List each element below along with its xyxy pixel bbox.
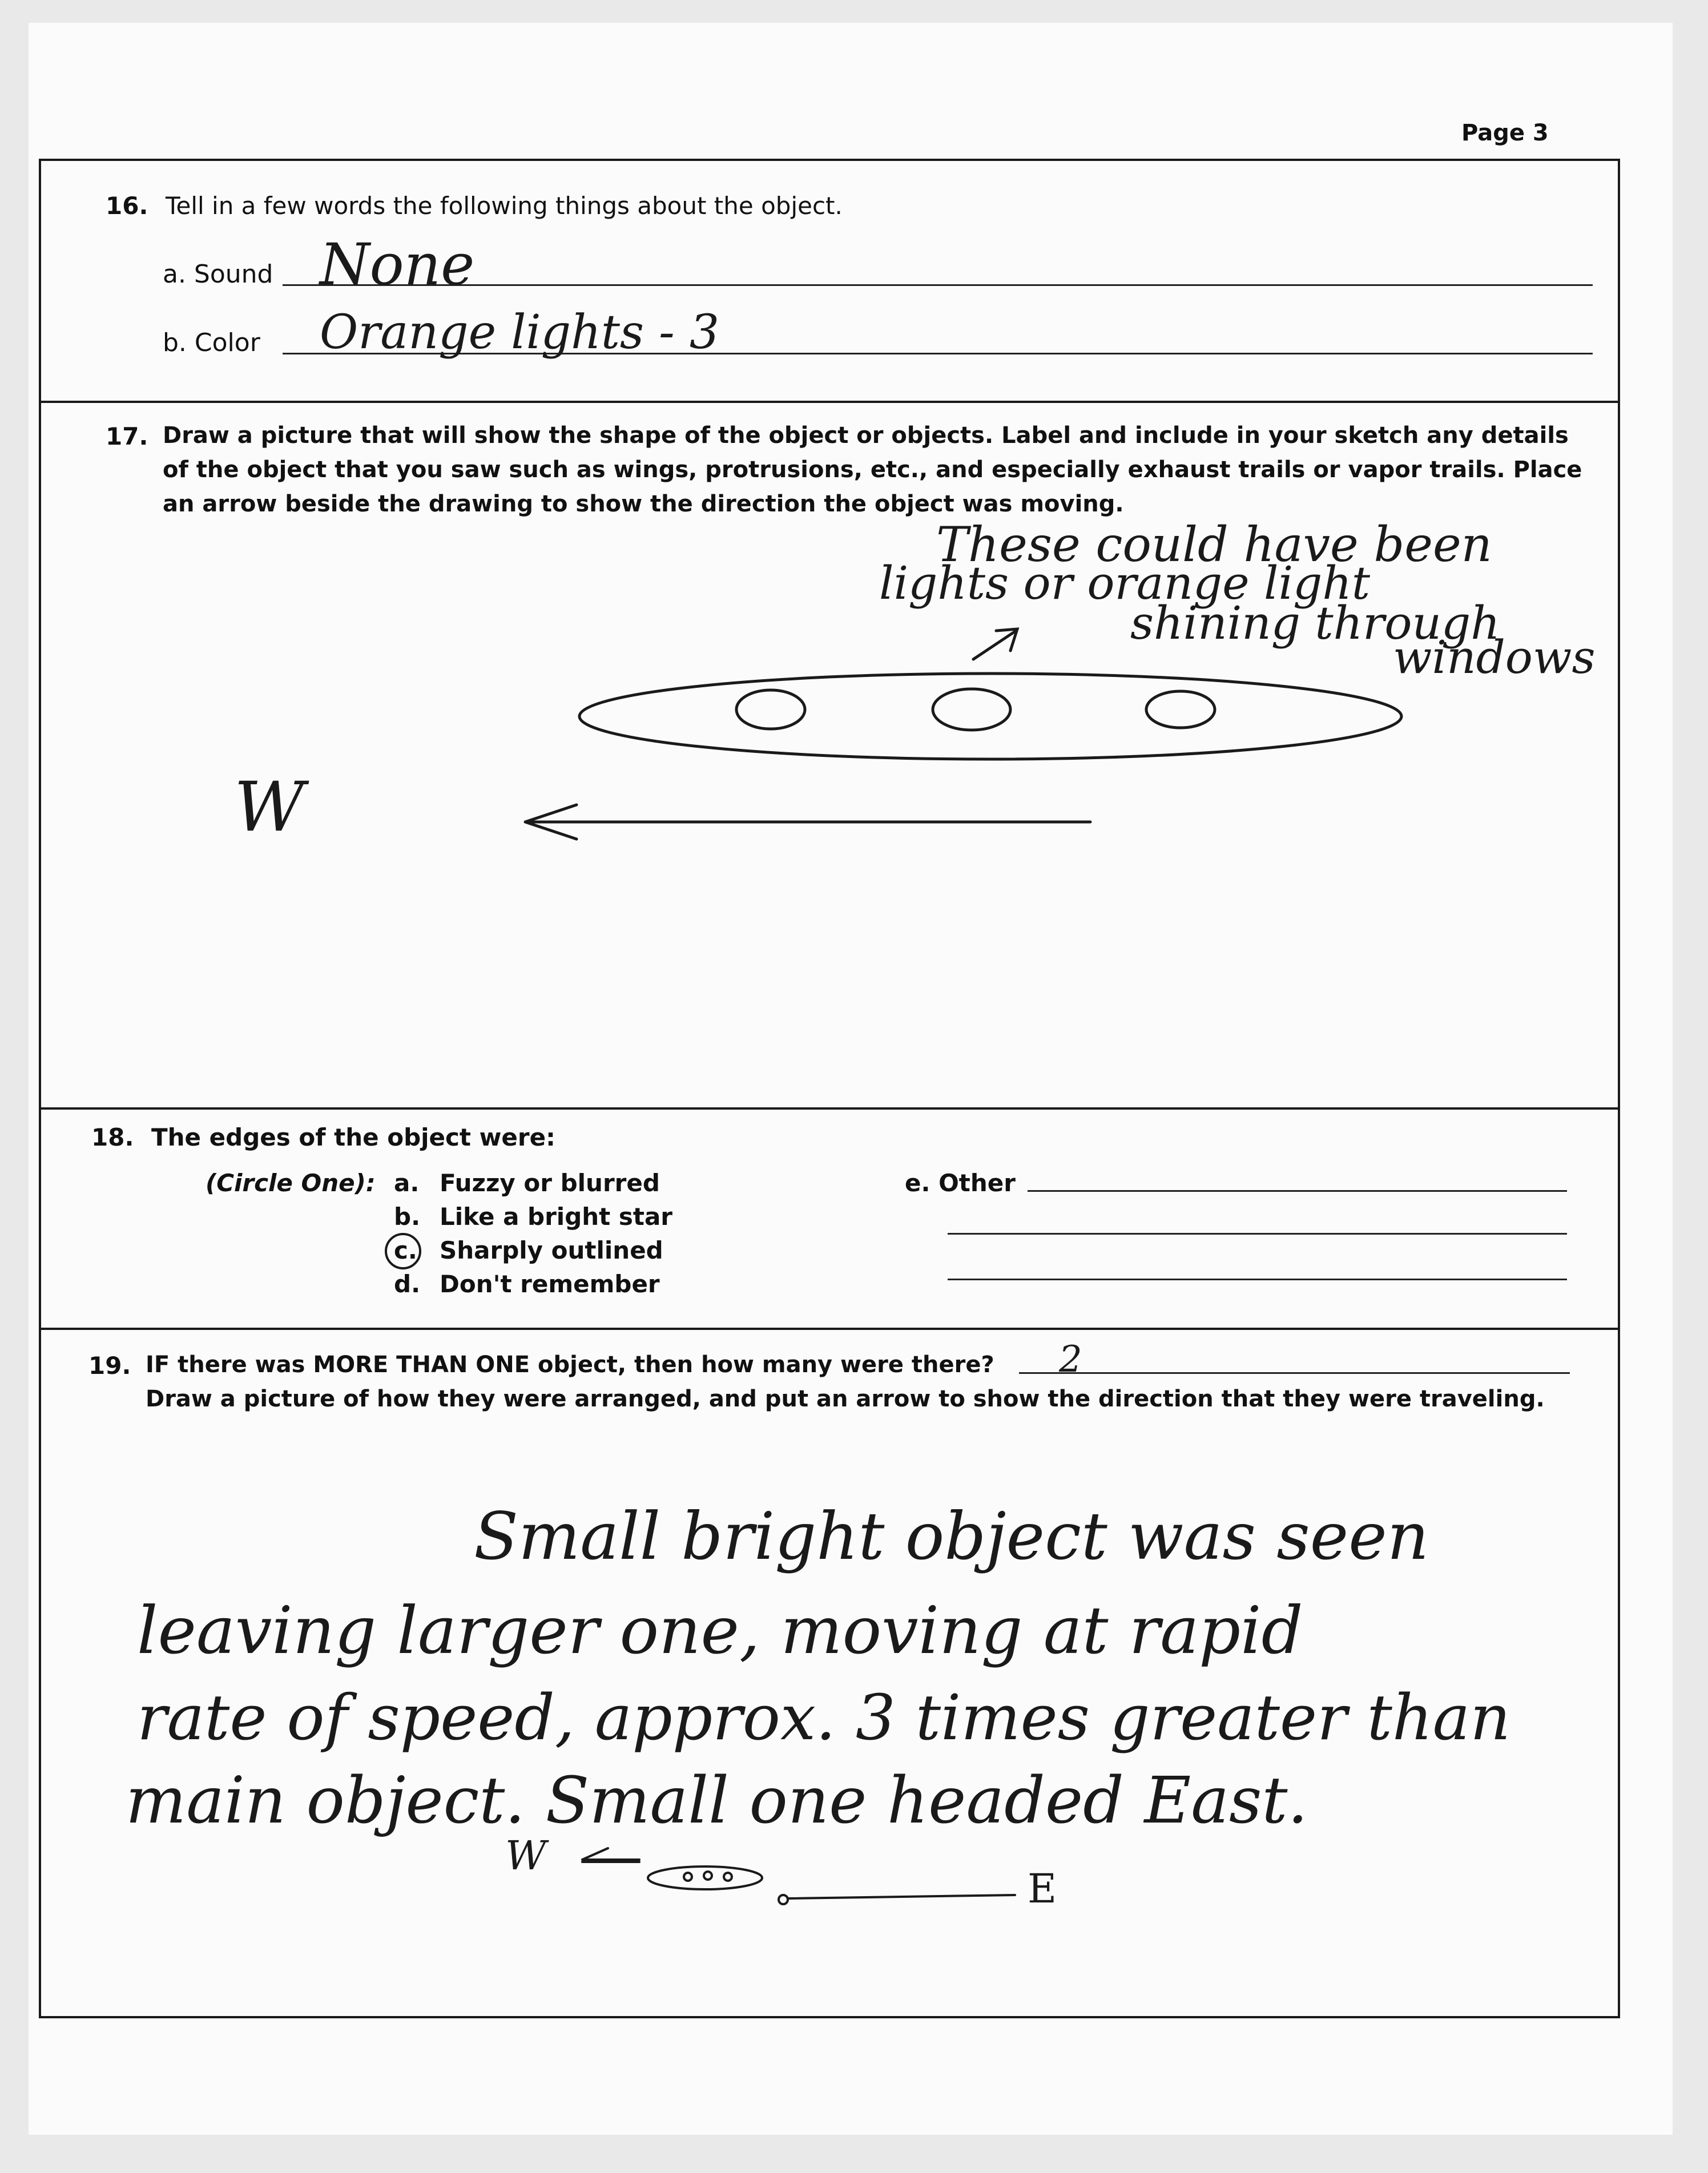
q17-prompt-line2: of the object that you saw such as wings, protrusions, etc., and especially exhaust trails or vapor trails. Place <box>163 457 1582 483</box>
q19-answer-line4[interactable]: main object. Small one headed East. <box>126 1764 1308 1838</box>
q18-option-c-letter: c. <box>394 1236 417 1264</box>
q17-note-line4[interactable]: windows <box>1393 631 1596 684</box>
q19-number: 19. <box>88 1352 131 1380</box>
q19-answer-line1[interactable]: Small bright object was seen <box>474 1498 1429 1574</box>
q18-prompt: The edges of the object were: <box>151 1123 555 1151</box>
q19-answer-line2[interactable]: leaving larger one, moving at rapid <box>137 1593 1303 1668</box>
q17-direction-label[interactable]: W <box>234 768 305 847</box>
q18-instruction: (Circle One): <box>206 1169 376 1197</box>
main-object-light-3 <box>724 1873 732 1881</box>
q17-number: 17. <box>106 422 148 450</box>
q18-option-d-text[interactable]: Don't remember <box>440 1270 660 1298</box>
color-label: b. Color <box>163 328 260 357</box>
q19-east-label[interactable]: E <box>1028 1865 1057 1912</box>
q18-option-b-letter: b. <box>394 1203 421 1231</box>
q17-prompt-line3: an arrow beside the drawing to show the direction the object was moving. <box>163 491 1124 517</box>
q18-number: 18. <box>91 1123 134 1151</box>
q19-west-label[interactable]: W <box>505 1832 546 1879</box>
sound-label: a. Sound <box>163 260 273 289</box>
q19-answer-line3[interactable]: rate of speed, approx. 3 times greater than <box>137 1681 1511 1754</box>
sound-answer[interactable]: None <box>320 231 475 298</box>
q19-prompt-line2: Draw a picture of how they were arranged, and put an arrow to show the direction that they were traveling. <box>146 1386 1545 1412</box>
q18-option-d-letter: d. <box>394 1270 421 1298</box>
page-label: Page 3 <box>1461 120 1549 146</box>
q17-prompt-line1: Draw a picture that will show the shape of the object or objects. Label and include in your sketch any details <box>163 422 1569 449</box>
q16-number: 16. <box>106 192 148 220</box>
main-object-light-2 <box>704 1872 712 1880</box>
count-answer[interactable]: 2 <box>1059 1339 1082 1381</box>
small-object <box>779 1895 788 1904</box>
q17-note-line1[interactable]: These could have been <box>936 517 1492 573</box>
west-arrow <box>582 1848 639 1862</box>
main-object-light-1 <box>684 1873 692 1881</box>
q18-other-label: e. Other <box>905 1169 1016 1197</box>
q18-option-a-text[interactable]: Fuzzy or blurred <box>440 1169 660 1197</box>
q19-prompt-line1: IF there was MORE THAN ONE object, then how many were there? <box>146 1352 994 1378</box>
color-answer[interactable]: Orange lights - 3 <box>320 305 720 360</box>
q18-option-a-letter: a. <box>394 1169 420 1197</box>
q17-note-line2[interactable]: lights or orange light <box>879 557 1371 610</box>
q17-note-line3[interactable]: shining through <box>1130 596 1500 650</box>
q18-option-b-text[interactable]: Like a bright star <box>440 1203 673 1231</box>
east-trail <box>789 1895 1015 1898</box>
q18-option-c-text[interactable]: Sharply outlined <box>440 1236 663 1264</box>
q16-prompt: Tell in a few words the following things about the object. <box>166 192 843 220</box>
